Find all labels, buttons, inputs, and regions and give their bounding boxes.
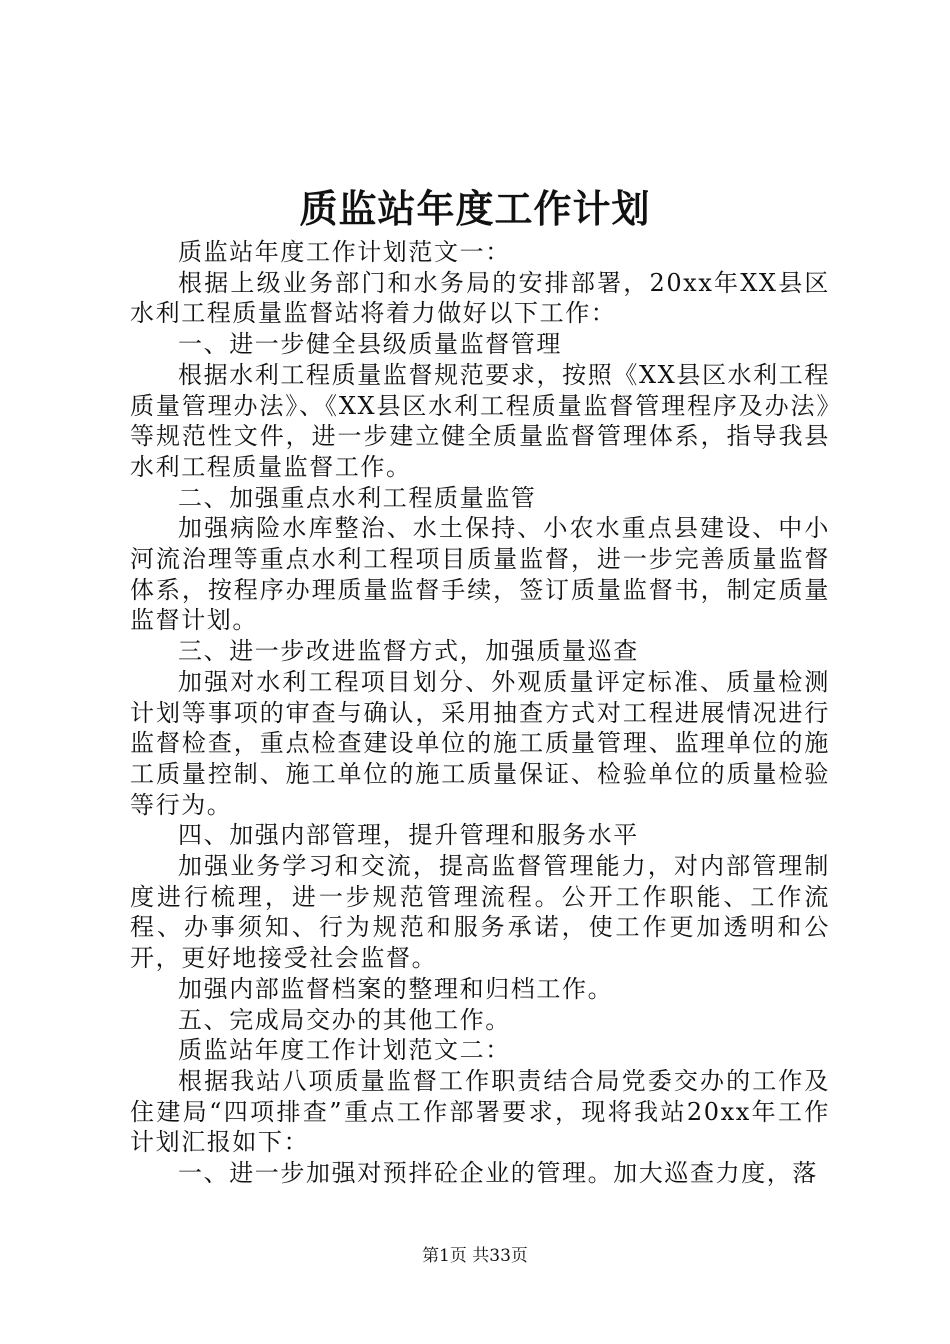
paragraph: 质监站年度工作计划范文一： bbox=[178, 238, 511, 266]
paragraph: 加强业务学习和交流，提高监督管理能力，对内部管理制度进行梳理，进一步规范管理流程。公开工作职能、工作流程、办事须知、行为规范和服务承诺，使工作更加透明和公开，更好地接受社会监督。 bbox=[130, 852, 830, 973]
paragraph: 一、进一步加强对预拌砼企业的管理。加大巡查力度，落 bbox=[178, 1159, 818, 1188]
paragraph: 加强对水利工程项目划分、外观质量评定标准、质量检测计划等事项的审查与确认，采用抽查方式对工程进展情况进行监督检查，重点检查建设单位的施工质量管理、监理单位的施工质量控制、施工单位的施工质量保证、检验单位的质量检验等行为。 bbox=[130, 667, 830, 819]
paragraph: 根据我站八项质量监督工作职责结合局党委交办的工作及住建局“四项排查”重点工作部署要求，现将我站20xx年工作计划汇报如下： bbox=[130, 1066, 830, 1157]
paragraph: 加强内部监督档案的整理和归档工作。 bbox=[178, 974, 614, 1003]
section-heading: 四、加强内部管理，提升管理和服务水平 bbox=[178, 821, 639, 850]
paragraph: 根据水利工程质量监督规范要求，按照《XX县区水利工程质量管理办法》、《XX县区水利工程质量监督管理程序及办法》等规范性文件，进一步建立健全质量监督管理体系，指导我县水利工程质量监督工作。 bbox=[130, 360, 830, 481]
document-title: 质监站年度工作计划 bbox=[299, 186, 651, 231]
paragraph: 根据上级业务部门和水务局的安排部署，20xx年XX县区水利工程质量监督站将着力做好以下工作： bbox=[130, 268, 830, 328]
page-footer: 第1页 共33页 bbox=[422, 1246, 528, 1266]
paragraph: 加强病险水库整治、水土保持、小农水重点县建设、中小河流治理等重点水利工程项目质量监督，进一步完善质量监督体系，按程序办理质量监督手续，签订质量监督书，制定质量监督计划。 bbox=[130, 514, 830, 635]
section-heading: 二、加强重点水利工程质量监管 bbox=[178, 483, 537, 512]
paragraph: 质监站年度工作计划范文二： bbox=[178, 1036, 511, 1065]
section-heading: 一、进一步健全县级质量监督管理 bbox=[178, 330, 562, 359]
document-body bbox=[130, 237, 830, 1189]
section-heading: 五、完成局交办的其他工作。 bbox=[178, 1005, 511, 1034]
section-heading: 三、进一步改进监督方式，加强质量巡查 bbox=[178, 637, 639, 666]
